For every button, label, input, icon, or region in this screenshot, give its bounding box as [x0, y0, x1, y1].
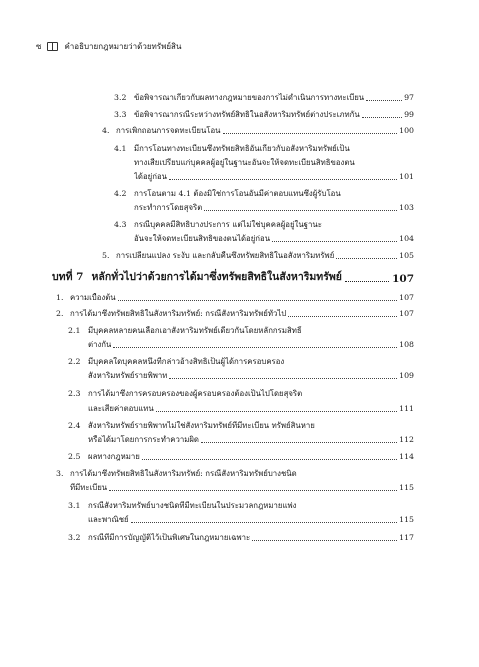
- toc-entry[interactable]: [70, 483, 414, 493]
- leader-dots: [109, 490, 397, 491]
- entry-text: มีการโอนทางทะเบียนซึ่งทรัพยสิทธิอันเกี่ยวกับอสังหาริมทรัพย์เป็น: [134, 144, 350, 153]
- leader-dots: [366, 100, 402, 101]
- book-title: คำอธิบายกฎหมายว่าด้วยทรัพย์สิน: [64, 42, 182, 51]
- entry-page: 112: [399, 435, 414, 444]
- leader-dots: [169, 378, 397, 379]
- leader-dots: [252, 540, 397, 541]
- leader-dots: [142, 459, 397, 460]
- entry-number: 3.1: [68, 501, 81, 510]
- entry-page: 109: [399, 371, 414, 380]
- book-icon: [47, 42, 58, 51]
- entry-text: และพาณิชย์: [88, 515, 129, 524]
- toc-entry[interactable]: [114, 93, 414, 103]
- entry-page: 107: [399, 309, 414, 318]
- entry-text: การเปลี่ยนแปลง ระงับ และกลับคืนซึ่งทรัพยสิทธิในอสังหาริมทรัพย์: [116, 251, 335, 260]
- entry-number: 3.2: [114, 93, 127, 102]
- entry-text: กรณีบุคคลมีสิทธิบางประการ แต่ไม่ใช่บุคคลผู้อยู่ในฐานะ: [134, 220, 322, 229]
- entry-text: สังหาริมทรัพย์รายพิพาท: [88, 371, 168, 380]
- entry-text: ข้อพิจารณาเกี่ยวกับผลทางกฎหมายของการไม่ดำเนินการทางทะเบียน: [134, 93, 365, 102]
- entry-text: ต่างกัน: [88, 340, 112, 349]
- toc-entry[interactable]: [114, 189, 414, 199]
- page-marker: ซ: [36, 42, 42, 51]
- entry-page: 115: [399, 483, 414, 492]
- entry-text: ความเบื้องต้น: [70, 293, 116, 302]
- toc-entry[interactable]: [134, 158, 414, 168]
- entry-page: 104: [399, 234, 414, 243]
- entry-page: 117: [399, 533, 414, 542]
- entry-text: การได้มาซึ่งการครอบครองของผู้ครอบครองต้องเป็นไปโดยสุจริต: [88, 389, 303, 398]
- toc-entry[interactable]: [134, 203, 414, 213]
- running-header: [36, 40, 181, 53]
- entry-page: 114: [399, 452, 414, 461]
- entry-number: 2.5: [68, 452, 81, 461]
- entry-number: 4.2: [114, 189, 127, 198]
- chapter-page: 107: [392, 273, 414, 285]
- toc-entry[interactable]: [114, 220, 414, 230]
- entry-number: 2.3: [68, 389, 81, 398]
- entry-number: 5.: [102, 251, 110, 260]
- entry-number: 3.: [56, 469, 64, 478]
- toc-entry[interactable]: [88, 404, 414, 414]
- entry-text: หรือได้มาโดยการกระทำความผิด: [88, 435, 199, 444]
- entry-text: การได้มาซึ่งทรัพยสิทธิในสังหาริมทรัพย์: กรณีสังหาริมทรัพย์บางชนิด: [70, 469, 297, 478]
- leader-dots: [201, 442, 397, 443]
- entry-text: อันจะให้จดทะเบียนสิทธิของตนได้อยู่ก่อน: [134, 234, 271, 243]
- entry-text: ได้อยู่ก่อน: [134, 172, 167, 181]
- entry-number: 2.: [56, 309, 64, 318]
- toc-entry[interactable]: [102, 126, 414, 136]
- leader-dots: [204, 210, 397, 211]
- leader-dots: [288, 316, 397, 317]
- leader-dots: [362, 117, 402, 118]
- entry-number: 2.2: [68, 357, 81, 366]
- entry-text: กรณีสังหาริมทรัพย์บางชนิดที่มีทะเบียนในประมวลกฎหมายแพ่ง: [88, 501, 297, 510]
- leader-dots: [131, 522, 398, 523]
- entry-text: มีบุคคลใดบุคคลหนึ่งที่กล่าวอ้างสิทธิเป็นผู้ได้การครอบครอง: [88, 357, 285, 366]
- toc-entry[interactable]: [88, 340, 414, 350]
- entry-number: 2.4: [68, 421, 81, 430]
- entry-page: 108: [399, 340, 414, 349]
- entry-text: ผลทางกฎหมาย: [88, 452, 140, 461]
- leader-dots: [345, 281, 389, 282]
- entry-page: 100: [399, 126, 414, 135]
- leader-dots: [169, 179, 397, 180]
- entry-page: 97: [404, 93, 414, 102]
- toc-entry[interactable]: [68, 326, 414, 336]
- leader-dots: [118, 300, 398, 301]
- entry-text: และเสียค่าตอบแทน: [88, 404, 154, 413]
- toc-entry[interactable]: [88, 435, 414, 445]
- leader-dots: [113, 347, 397, 348]
- entry-page: 105: [399, 251, 414, 260]
- toc-entry[interactable]: [68, 501, 414, 511]
- leader-dots: [272, 241, 397, 242]
- toc-entry[interactable]: [56, 309, 414, 319]
- entry-page: 115: [399, 515, 414, 524]
- entry-number: 4.3: [114, 220, 127, 229]
- entry-number: 4.1: [114, 144, 127, 153]
- entry-text: ที่มีทะเบียน: [70, 483, 108, 492]
- toc-entry[interactable]: [102, 251, 414, 261]
- leader-dots: [156, 411, 397, 412]
- toc-entry[interactable]: [114, 110, 414, 120]
- toc-entry[interactable]: [68, 452, 414, 462]
- entry-text: มีบุคคลหลายคนเลือกเอาสังหาริมทรัพย์เดียวกันโดยหลักกรมสิทธิ์: [88, 326, 302, 335]
- entry-page: 103: [399, 203, 414, 212]
- entry-text: ข้อพิจารณากรณีระหว่างทรัพย์สิทธิในอสังหาริมทรัพย์ต่างประเภทกัน: [134, 110, 360, 119]
- entry-number: 2.1: [68, 326, 81, 335]
- chapter-heading[interactable]: [52, 268, 414, 285]
- toc-entry[interactable]: [134, 234, 414, 244]
- entry-number: 1.: [56, 293, 64, 302]
- entry-text: สังหาริมทรัพย์รายพิพาทไม่ใช่สังหาริมทรัพย์ที่มีทะเบียน ทรัพย์สินหาย: [88, 421, 315, 430]
- entry-page: 111: [399, 404, 414, 413]
- entry-text: การได้มาซึ่งทรัพยสิทธิในสังหาริมทรัพย์: กรณีสังหาริมทรัพย์ทั่วไป: [70, 309, 287, 318]
- toc-entry[interactable]: [88, 515, 414, 525]
- leader-dots: [336, 258, 397, 259]
- toc-entry[interactable]: [68, 533, 414, 543]
- toc-entry[interactable]: [68, 421, 414, 431]
- toc-entry[interactable]: [114, 144, 414, 154]
- chapter-title: หลักทั่วไปว่าด้วยการได้มาซึ่งทรัพยสิทธิในสังหาริมทรัพย์: [91, 271, 342, 283]
- toc-entry[interactable]: [134, 172, 414, 182]
- toc-entry[interactable]: [68, 389, 414, 399]
- entry-page: 101: [399, 172, 414, 181]
- chapter-label: บทที่ 7: [52, 271, 84, 283]
- entry-page: 107: [399, 293, 414, 302]
- entry-number: 3.2: [68, 533, 81, 542]
- leader-dots: [223, 133, 398, 134]
- toc-entry[interactable]: [56, 293, 414, 303]
- entry-text: การโอนตาม 4.1 ต้องมิใช่การโอนอันมีค่าตอบแทนซึ่งผู้รับโอน: [134, 189, 341, 198]
- entry-number: 4.: [102, 126, 110, 135]
- toc-entry[interactable]: [56, 469, 414, 479]
- toc-entry[interactable]: [88, 371, 414, 381]
- toc-entry[interactable]: [68, 357, 414, 367]
- entry-page: 99: [404, 110, 414, 119]
- entry-text: กรณีที่มีการบัญญัติไว้เป็นพิเศษในกฎหมายเฉพาะ: [88, 533, 251, 542]
- entry-text: กระทำการโดยสุจริต: [134, 203, 203, 212]
- entry-text: การเพิกถอนการจดทะเบียนโอน: [116, 126, 221, 135]
- entry-text: ทางเสียเปรียบแก่บุคคลผู้อยู่ในฐานะอันจะให้จดทะเบียนสิทธิของตน: [134, 158, 355, 167]
- entry-number: 3.3: [114, 110, 127, 119]
